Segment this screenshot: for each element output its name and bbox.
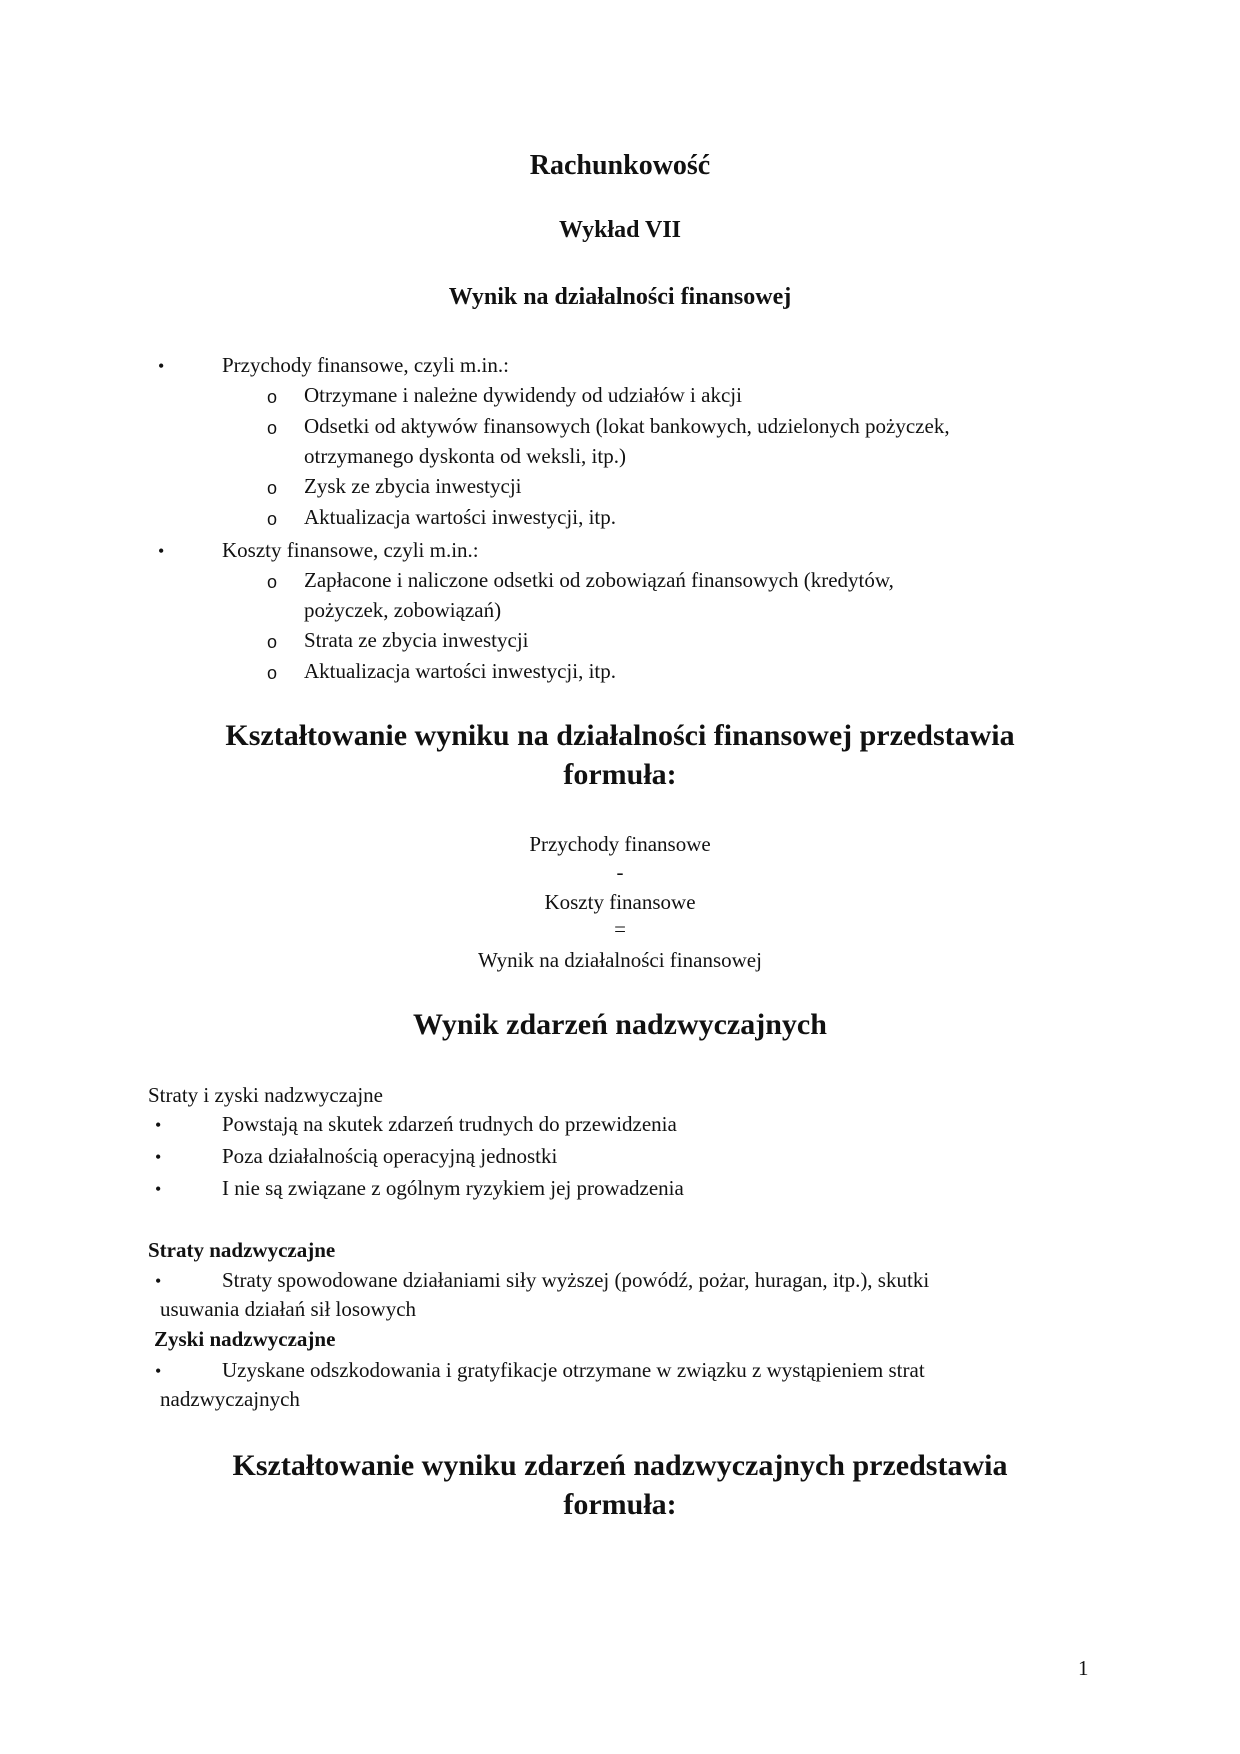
- sub-list-item: Aktualizacja wartości inwestycji, itp.: [304, 505, 616, 529]
- sub-bullet-icon: o: [267, 632, 278, 652]
- intro-text: Straty i zyski nadzwyczajne: [148, 1083, 383, 1107]
- sub-list-item: Otrzymane i należne dywidendy od udziałów i akcji: [304, 383, 742, 407]
- subheading-gains: Zyski nadzwyczajne: [154, 1327, 336, 1351]
- sub-list-item: Odsetki od aktywów finansowych (lokat bankowych, udzielonych pożyczek,: [304, 414, 950, 438]
- list-item-gains-continuation: nadzwyczajnych: [160, 1387, 300, 1411]
- bullet-icon: •: [155, 1361, 162, 1381]
- list-item-financial-costs: Koszty finansowe, czyli m.in.:: [222, 538, 479, 562]
- formula-operator-minus: -: [616, 860, 624, 884]
- list-item-losses-continuation: usuwania działań sił losowych: [160, 1297, 417, 1321]
- sub-bullet-icon: o: [267, 572, 278, 592]
- page-number: 1: [1078, 1656, 1089, 1680]
- bullet-icon: •: [155, 1147, 162, 1167]
- list-item: Powstają na skutek zdarzeń trudnych do przewidzenia: [222, 1112, 677, 1136]
- bullet-icon: •: [158, 356, 165, 376]
- list-item-gains: Uzyskane odszkodowania i gratyfikacje otrzymane w związku z wystąpieniem strat: [222, 1358, 925, 1382]
- formula-heading-extraordinary-continuation: formuła:: [563, 1488, 677, 1521]
- formula-line-result: Wynik na działalności finansowej: [478, 948, 762, 972]
- formula-heading-financial-continuation: formuła:: [563, 758, 677, 791]
- bullet-icon: •: [155, 1271, 162, 1291]
- sub-list-item-continuation: pożyczek, zobowiązań): [304, 598, 502, 622]
- lecture-title: Wykład VII: [558, 217, 682, 243]
- sub-list-item: Zysk ze zbycia inwestycji: [304, 474, 522, 498]
- list-item: Poza działalnością operacyjną jednostki: [222, 1144, 558, 1168]
- sub-list-item: Zapłacone i naliczone odsetki od zobowiązań finansowych (kredytów,: [304, 568, 894, 592]
- formula-line-costs: Koszty finansowe: [544, 890, 696, 914]
- sub-list-item-continuation: otrzymanego dyskonta od weksli, itp.): [304, 444, 626, 468]
- section-heading-extraordinary: Wynik zdarzeń nadzwyczajnych: [413, 1008, 827, 1041]
- list-item-financial-revenue: Przychody finansowe, czyli m.in.:: [222, 353, 509, 377]
- bullet-icon: •: [155, 1179, 162, 1199]
- bullet-icon: •: [155, 1115, 162, 1135]
- page-title: Rachunkowość: [529, 150, 711, 181]
- sub-bullet-icon: o: [267, 478, 278, 498]
- formula-heading-extraordinary: Kształtowanie wyniku zdarzeń nadzwyczajnych przedstawia: [232, 1449, 1008, 1482]
- sub-list-item: Strata ze zbycia inwestycji: [304, 628, 529, 652]
- subheading-losses: Straty nadzwyczajne: [148, 1238, 336, 1262]
- section-heading-financial-result: Wynik na działalności finansowej: [448, 284, 792, 310]
- sub-bullet-icon: o: [267, 387, 278, 407]
- sub-bullet-icon: o: [267, 663, 278, 683]
- list-item: I nie są związane z ogólnym ryzykiem jej prowadzenia: [222, 1176, 684, 1200]
- sub-bullet-icon: o: [267, 418, 278, 438]
- formula-operator-equals: =: [614, 917, 626, 941]
- list-item-losses: Straty spowodowane działaniami siły wyższej (powódź, pożar, huragan, itp.), skutki: [222, 1268, 930, 1292]
- formula-line-revenue: Przychody finansowe: [529, 832, 711, 856]
- formula-heading-financial: Kształtowanie wyniku na działalności finansowej przedstawia: [225, 719, 1015, 752]
- sub-bullet-icon: o: [267, 509, 278, 529]
- bullet-icon: •: [158, 541, 165, 561]
- sub-list-item: Aktualizacja wartości inwestycji, itp.: [304, 659, 616, 683]
